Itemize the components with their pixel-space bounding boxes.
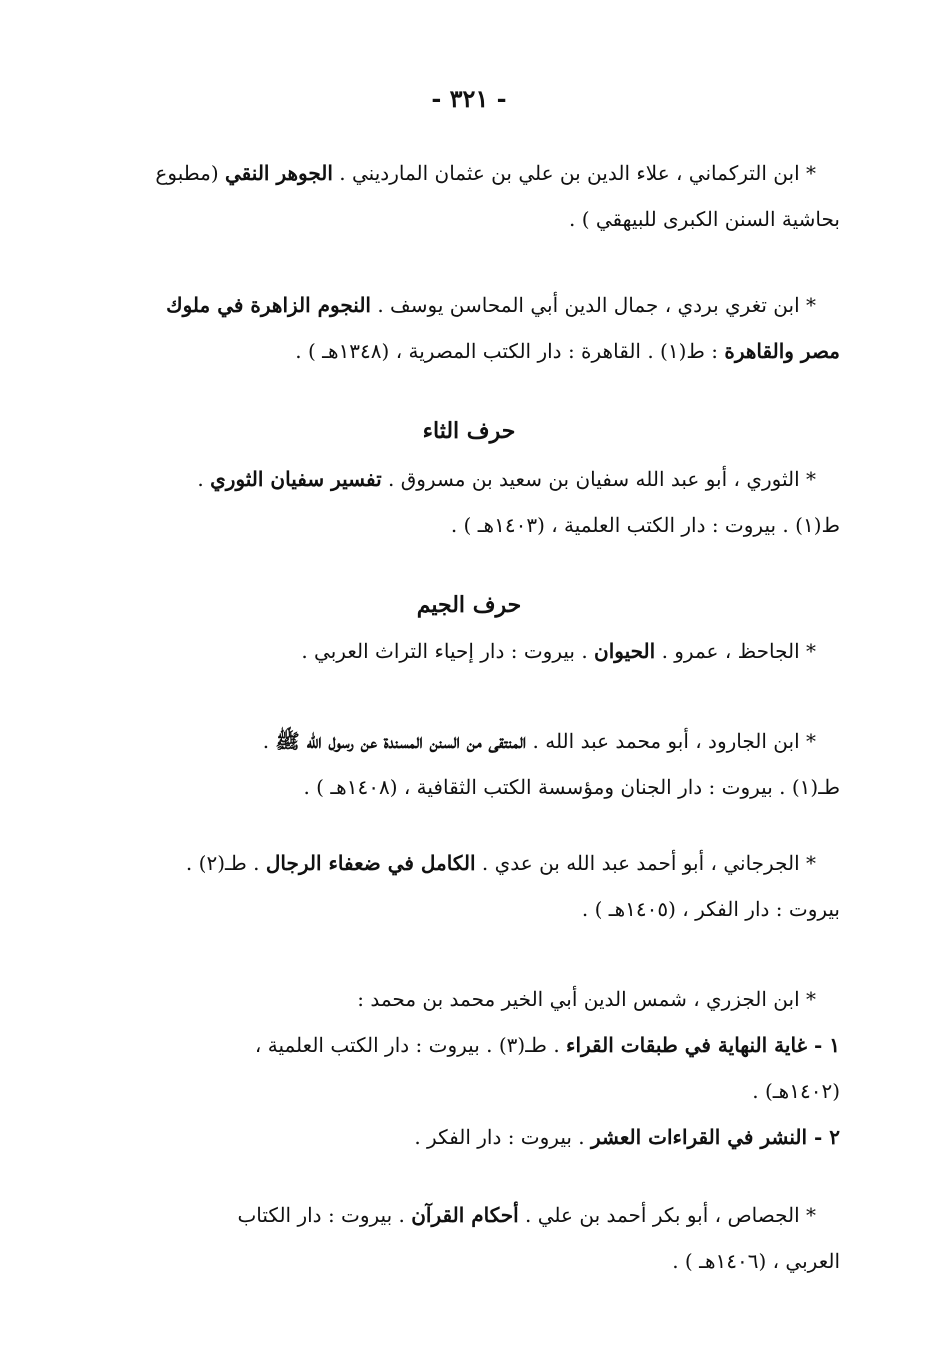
entry-line: (١٤٠٢هـ) . <box>752 1079 840 1103</box>
page-number: - ٣٢١ - <box>431 84 507 113</box>
book-title: أحكام القرآن <box>411 1203 519 1227</box>
book-title: المنتقى من السنن المسندة عن رسول الله ﷺ <box>275 729 527 753</box>
entry-line: * ابن الجارود ، أبو محمد عبد الله . المنتقى من السنن المسندة عن رسول الله ﷺ . <box>262 729 816 753</box>
entry-line: العربي ، (١٤٠٦هـ ) . <box>672 1249 840 1273</box>
section-heading-jim: حرف الجيم <box>416 592 522 618</box>
book-title: الحيوان <box>594 639 656 663</box>
entry-line: ط(١) . بيروت : دار الكتب العلمية ، (١٤٠٣هـ ) . <box>450 513 840 537</box>
book-title: النجوم الزاهرة في ملوك <box>166 293 371 317</box>
entry-ibn-jazari <box>98 976 840 1160</box>
entry-ibn-turkmani <box>98 150 840 242</box>
entry-line: مصر والقاهرة : ط(١) . القاهرة : دار الكتب المصرية ، (١٣٤٨هـ ) . <box>295 339 840 363</box>
entry-line: * الجاحظ ، عمرو . الحيوان . بيروت : دار إحياء التراث العربي . <box>301 639 816 663</box>
entry-jurjani <box>98 840 840 932</box>
entry-line: * ابن التركماني ، علاء الدين بن علي بن عثمان المارديني . الجوهر النقي (مطبوع <box>155 161 816 185</box>
book-title: الجوهر النقي <box>225 161 333 185</box>
entry-line: بحاشية السنن الكبرى للبيهقي ) . <box>569 207 840 231</box>
book-title: ١ - غاية النهاية في طبقات القراء <box>566 1033 840 1057</box>
book-title: الكامل في ضعفاء الرجال <box>265 851 476 875</box>
section-heading-tha: حرف الثاء <box>422 418 516 444</box>
entry-line: * الجرجاني ، أبو أحمد عبد الله بن عدي . الكامل في ضعفاء الرجال . طـ(٢) . <box>185 851 816 875</box>
entry-line: * الجصاص ، أبو بكر أحمد بن علي . أحكام القرآن . بيروت : دار الكتاب <box>237 1203 816 1227</box>
entry-jassas <box>98 1192 840 1284</box>
entry-line: * ابن الجزري ، شمس الدين أبي الخير محمد بن محمد : <box>357 987 816 1011</box>
entry-thawri <box>98 456 840 548</box>
book-title: مصر والقاهرة <box>724 339 840 363</box>
entry-jahiz <box>98 628 840 674</box>
entry-line: طـ(١) . بيروت : دار الجنان ومؤسسة الكتب الثقافية ، (١٤٠٨هـ ) . <box>303 775 840 799</box>
entry-ibn-taghri-birdi <box>98 282 840 374</box>
entry-line: بيروت : دار الفكر ، (١٤٠٥هـ ) . <box>581 897 840 921</box>
entry-line: ٢ - النشر في القراءات العشر . بيروت : دار الفكر . <box>414 1125 840 1149</box>
book-title: ٢ - النشر في القراءات العشر <box>591 1125 840 1149</box>
entry-line: * الثوري ، أبو عبد الله سفيان بن سعيد بن مسروق . تفسير سفيان الثوري . <box>197 467 816 491</box>
entry-ibn-jarud <box>98 718 840 810</box>
entry-line: * ابن تغري بردي ، جمال الدين أبي المحاسن يوسف . النجوم الزاهرة في ملوك <box>166 293 816 317</box>
entry-line: ١ - غاية النهاية في طبقات القراء . طـ(٣) . بيروت : دار الكتب العلمية ، <box>254 1033 840 1057</box>
book-title: تفسير سفيان الثوري <box>210 467 382 491</box>
